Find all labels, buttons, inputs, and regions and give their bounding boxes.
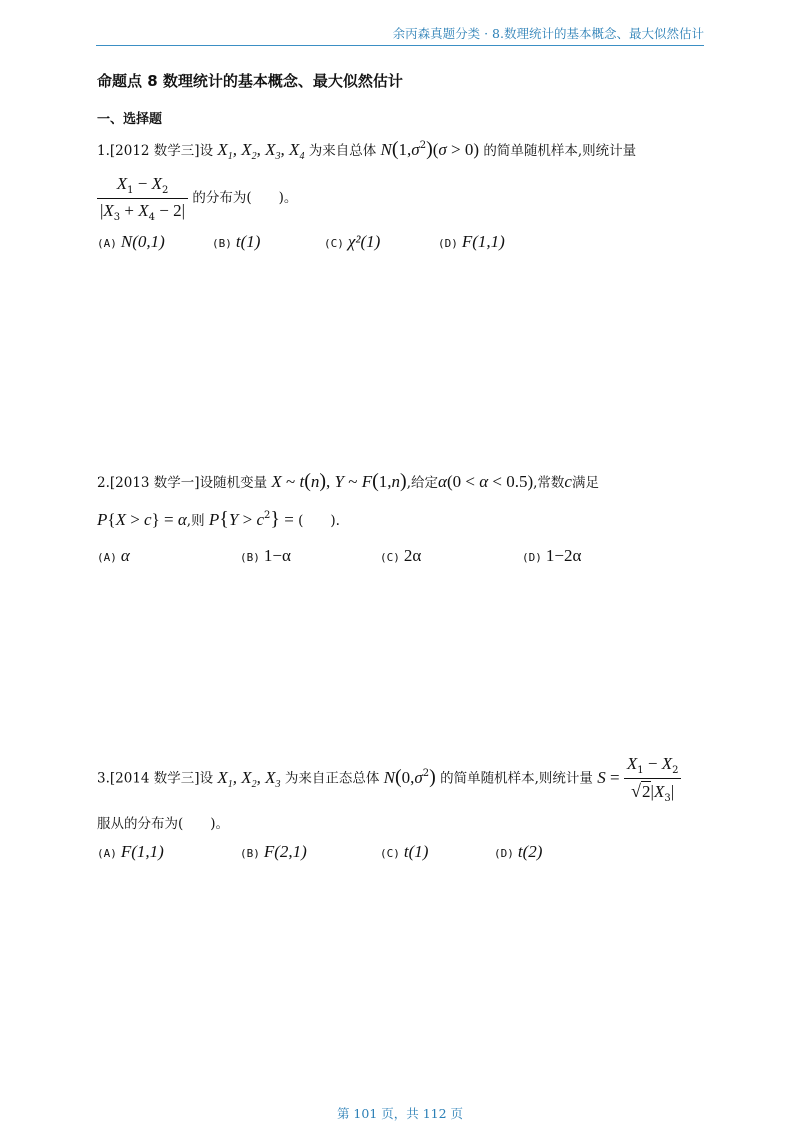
math-sample: $X_1$, $X_2$, $X_3$, $X_4$	[217, 140, 305, 162]
math-population: $N(0,\sigma^2)$	[383, 765, 436, 788]
question-1-stem: 1.[2012 数学三]设 $X_1$, $X_2$, $X_3$, $X_4$ 为来自总体 $N(1,\sigma^2)(\sigma > 0)$ 的简单随机样本,则统计量	[97, 138, 637, 162]
math-population: $N(1,\sigma^2)(\sigma > 0)$	[380, 138, 480, 160]
question-3-stem: 3.[2014 数学三]设 $X_1$, $X_2$, $X_3$ 为来自正态总体 $N(0,\sigma^2)$ 的简单随机样本,则统计量 S = $\frac{X_1 - X_2}{√2|X_3|}$	[97, 754, 681, 804]
q2-option-c[interactable]: (C) 2α	[380, 546, 422, 565]
question-source: [2014 数学三]	[109, 770, 200, 787]
question-2-condition: P{X > c} = α,则 $P\{Y > c^2\}$ = ( ).	[97, 508, 340, 530]
q1-option-b[interactable]: (B) t(1)	[212, 232, 261, 251]
question-3-tail: 服从的分布为( )。	[97, 816, 230, 832]
running-header: 余丙森真题分类 · 8.数理统计的基本概念、最大似然估计	[392, 26, 704, 41]
math-probability-query: $P\{Y > c^2\}$ =	[208, 508, 299, 530]
math-variables: X ~ t(n), Y ~ F(1,n)	[271, 470, 407, 492]
q1-option-c[interactable]: (C) χ²(1)	[324, 232, 381, 251]
question-number: 1.	[97, 143, 110, 159]
q2-option-d[interactable]: (D) 1−2α	[522, 546, 582, 565]
math-statistic: S = $\frac{X_1 - X_2}{√2|X_3|}$	[597, 771, 681, 787]
q3-option-b[interactable]: (B) F(2,1)	[240, 842, 307, 861]
question-number: 2.	[97, 475, 110, 491]
page-footer: 第 101 页，共 112 页	[336, 1106, 464, 1121]
math-c: c	[564, 472, 572, 491]
math-probability: P{X > c} = α	[97, 510, 187, 529]
q2-option-a[interactable]: (A) α	[97, 546, 130, 565]
q2-option-b[interactable]: (B) 1−α	[240, 546, 291, 565]
math-alpha-range: α(0 < α < 0.5)	[438, 472, 534, 491]
header-rule	[96, 45, 704, 46]
math-fraction: $\frac{X_1 - X_2}{|X_3 + X_4 - 2|}$	[97, 174, 188, 223]
sub-title: 一、选择题	[97, 112, 163, 127]
section-title: 命题点 8 数理统计的基本概念、最大似然估计	[97, 72, 403, 90]
q3-option-c[interactable]: (C) t(1)	[380, 842, 429, 861]
question-2-stem: 2.[2013 数学一]设随机变量 X ~ t(n), Y ~ F(1,n),给定α(0 < α < 0.5),常数c满足	[97, 470, 599, 492]
question-1-statistic: $\frac{X_1 - X_2}{|X_3 + X_4 - 2|}$ 的分布为( )。	[97, 174, 297, 223]
q3-option-a[interactable]: (A) F(1,1)	[97, 842, 164, 861]
q1-option-d[interactable]: (D) F(1,1)	[438, 232, 505, 251]
q3-option-d[interactable]: (D) t(2)	[494, 842, 543, 861]
question-number: 3.	[97, 770, 110, 787]
math-sample: $X_1$, $X_2$, $X_3$	[217, 767, 281, 790]
q1-option-a[interactable]: (A) N(0,1)	[97, 232, 165, 251]
question-source: [2012 数学三]	[109, 143, 200, 159]
question-source: [2013 数学一]	[109, 475, 200, 491]
